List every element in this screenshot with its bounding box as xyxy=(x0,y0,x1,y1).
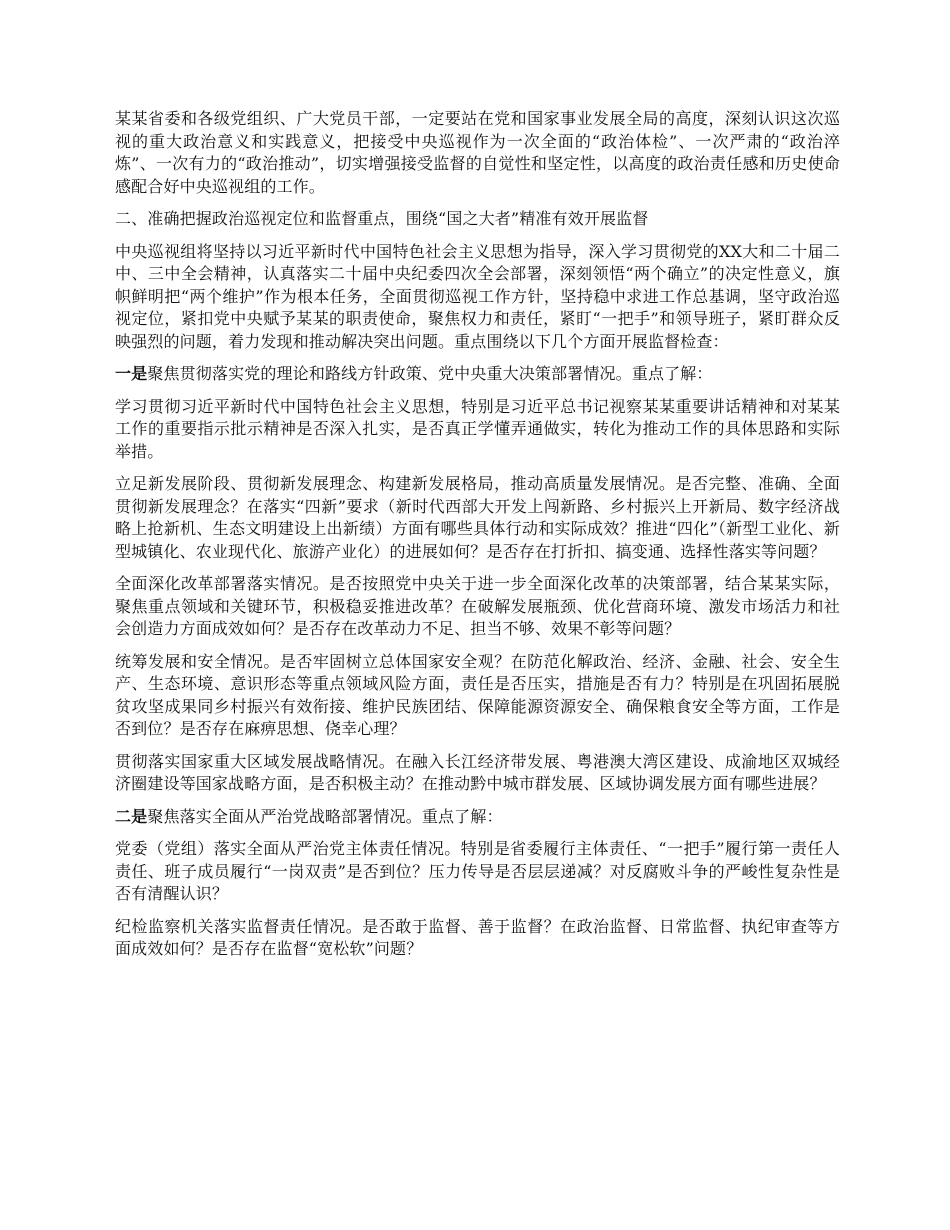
paragraph-6-text: 立足新发展阶段、贯彻新发展理念、构建新发展格局，推动高质量发展情况。是否完整、准确、全面贯彻新发展理念？在落实“四新”要求（新时代西部大开发上闯新路、乡村振兴上开新局、数字经济战略上抢新机、生态文明建设上出新绩）方面有哪些具体行动和实际成效？推进“四化”（新型工业化、新型城镇化、农业现代化、旅游产业化）的进展如何？是否存在打折扣、搞变通、选择性落实等问题？ xyxy=(115,474,840,561)
point-two-lead: 二是 xyxy=(115,806,148,826)
point-one-lead: 一是 xyxy=(115,364,148,383)
paragraph-11-text: 党委（党组）落实全面从严治党主体责任情况。特别是省委履行主体责任、“一把手”履行第一责任人责任、班子成员履行“一岗双责”是否到位？压力传导是否层层递减？对反腐败斗争的严峻性复杂性是否有清醒认识？ xyxy=(115,839,840,903)
paragraph-7-text: 全面深化改革部署落实情况。是否按照党中央关于进一步全面深化改革的决策部署，结合某某实际，聚焦重点领域和关键环节，积极稳妥推进改革？在破解发展瓶颈、优化营商环境、激发市场活力和社会创造力方面成效如何？是否存在改革动力不足、担当不够、效果不彰等问题？ xyxy=(115,574,840,638)
point-two-text: 聚焦落实全面从严治党战略部署情况。重点了解： xyxy=(147,806,503,826)
point-two-heading xyxy=(115,806,840,829)
paragraph-12-text: 纪检监察机关落实监督责任情况。是否敢于监督、善于监督？在政治监督、日常监督、执纪审查等方面成效如何？是否存在监督“宽松软”问题？ xyxy=(115,916,840,958)
section-heading-2 xyxy=(115,208,840,231)
point-one-heading xyxy=(115,363,840,386)
paragraph-7 xyxy=(115,573,840,641)
paragraph-3-text: 中央巡视组将坚持以习近平新时代中国特色社会主义思想为指导，深入学习贯彻党的XX大和二十届二中、三中全会精神，认真落实二十届中央纪委四次全会部署，深刻领悟“两个确立”的决定性意义，旗帜鲜明把“两个维护”作为根本任务，全面贯彻巡视工作方针，坚持稳中求进工作总基调，坚守政治巡视定位，紧扣党中央赋予某某的职责使命，聚焦权力和责任，紧盯“一把手”和领导班子，紧盯群众反映强烈的问题，着力发现和推动解决突出问题。重点围绕以下几个方面开展监督检查： xyxy=(115,241,840,351)
paragraph-8-text: 统筹发展和安全情况。是否牢固树立总体国家安全观？在防范化解政治、经济、金融、社会、安全生产、生态环境、意识形态等重点领域风险方面，责任是否压实，措施是否有力？特别是在巩固拓展脱贫攻坚成果同乡村振兴有效衔接、维护民族团结、保障能源资源安全、确保粮食安全等方面，工作是否到位？是否存在麻痹思想、侥幸心理？ xyxy=(115,651,840,738)
paragraph-6 xyxy=(115,473,840,563)
paragraph-11 xyxy=(115,838,840,906)
paragraph-5 xyxy=(115,396,840,464)
paragraph-5-text: 学习贯彻习近平新时代中国特色社会主义思想，特别是习近平总书记视察某某重要讲话精神和对某某工作的重要指示批示精神是否深入扎实，是否真正学懂弄通做实，转化为推动工作的具体思路和实际举措。 xyxy=(115,396,840,461)
paragraph-1-text: 某某省委和各级党组织、广大党员干部，一定要站在党和国家事业发展全局的高度，深刻认识这次巡视的重大政治意义和实践意义，把接受中央巡视作为一次全面的“政治体检”、一次严肃的“政治淬炼”、一次有力的“政治推动”，切实增强接受监督的自觉性和坚定性，以高度的政治责任感和历史使命感配合好中央巡视组的工作。 xyxy=(115,109,840,196)
paragraph-9-text: 贯彻落实国家重大区域发展战略情况。在融入长江经济带发展、粤港澳大湾区建设、成渝地区双城经济圈建设等国家战略方面，是否积极主动？在推动黔中城市群发展、区域协调发展方面有哪些进展？ xyxy=(115,751,840,793)
paragraph-12 xyxy=(115,916,840,961)
paragraph-8 xyxy=(115,651,840,741)
document-body xyxy=(115,108,840,971)
section-heading-2-text: 二、准确把握政治巡视定位和监督重点，围绕“国之大者”精准有效开展监督 xyxy=(115,209,649,228)
paragraph-1 xyxy=(115,108,840,198)
paragraph-3 xyxy=(115,241,840,354)
point-one-text: 聚焦贯彻落实党的理论和路线方针政策、党中央重大决策部署情况。重点了解： xyxy=(147,364,713,383)
paragraph-9 xyxy=(115,751,840,796)
